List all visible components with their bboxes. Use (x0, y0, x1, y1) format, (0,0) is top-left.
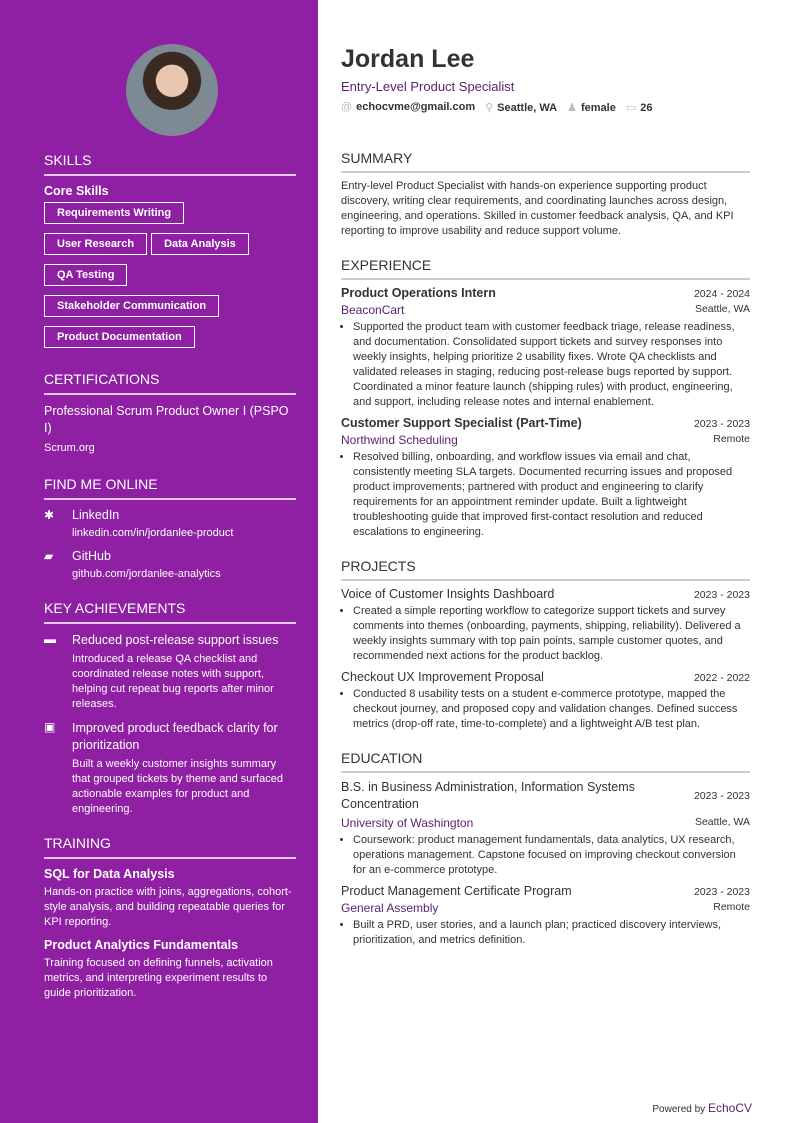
user-icon: ♟ (567, 102, 577, 114)
training-heading: TRAINING (44, 835, 296, 859)
skill-tag: Data Analysis (151, 233, 249, 255)
brand-link[interactable]: EchoCV (707, 1101, 752, 1115)
project-title: Checkout UX Improvement Proposal (341, 670, 544, 684)
job-location: Seattle, WA (694, 303, 750, 315)
at-icon: @ (341, 101, 353, 113)
sidebar (0, 0, 318, 1123)
training-title: SQL for Data Analysis (44, 867, 175, 881)
skill-tag: QA Testing (44, 264, 127, 286)
skill-tag: Requirements Writing (44, 202, 184, 224)
project-dates: 2023 - 2023 (693, 589, 750, 601)
edu-description: • Coursework: product management fundamentals, data analytics, UX research, operations management. Capstone focused on improving checkout conversion for an e-commerce prototype. (353, 833, 750, 878)
comment-icon: ▬ (44, 632, 56, 646)
skills-heading: SKILLS (44, 152, 296, 176)
edu-location: Seattle, WA (694, 816, 750, 828)
project-description: • Conducted 8 usability tests on a student e-commerce prototype, mapped the checkout journey, and proposed copy and validation changes. Defined success metrics (drop-off rate, time-to-complete) and a lightweight A/B test plan. (353, 687, 750, 732)
link-label: LinkedIn (72, 508, 120, 522)
experience-item (341, 416, 750, 540)
powered-by (652, 1101, 752, 1115)
github-link[interactable]: github.com/jordanlee-analytics (72, 568, 221, 580)
link-label: GitHub (72, 549, 111, 563)
projects-heading: PROJECTS (341, 558, 750, 581)
job-dates: 2024 - 2024 (693, 288, 750, 300)
experience-heading: EXPERIENCE (341, 257, 750, 280)
cert-name: Professional Scrum Product Owner I (PSPO I) (44, 404, 289, 435)
school: General Assembly (341, 901, 439, 915)
job-location: Remote (713, 433, 750, 445)
gender: female (580, 102, 616, 114)
degree-title: Product Management Certificate Program (341, 884, 572, 898)
experience-item (341, 286, 750, 410)
achievement-desc: Introduced a release QA checklist and coordinated release notes with support, helping cut repeat bug reports after minor releases. (72, 653, 274, 710)
email: echocvme@gmail.com (356, 101, 476, 113)
training-title: Product Analytics Fundamentals (44, 938, 239, 952)
cert-issuer: Scrum.org (44, 442, 95, 454)
job-description: • Resolved billing, onboarding, and workflow issues via email and chat, consistently meeting SLA targets. Documented recurring issues and proposed product improvements; partnered with product and engineering to clarify requirements for an appointment reminder update. Built a lightweight troubleshooting guide that improved first-contact resolution and reduced escalations to engineering. (353, 450, 750, 540)
core-skills-label: Core Skills (44, 184, 109, 198)
project-dates: 2022 - 2022 (693, 672, 750, 684)
company: BeaconCart (341, 303, 405, 317)
location-icon: ⚲ (485, 102, 494, 114)
company: Northwind Scheduling (341, 433, 458, 447)
job-dates: 2023 - 2023 (693, 418, 750, 430)
achievement-title: Improved product feedback clarity for prioritization (72, 721, 278, 752)
main-content (341, 0, 750, 948)
skill-tag: Product Documentation (44, 326, 195, 348)
achievements-heading: KEY ACHIEVEMENTS (44, 600, 296, 624)
degree-title: B.S. in Business Administration, Information Systems Concentration (341, 780, 635, 811)
project-description: • Created a simple reporting workflow to categorize support tickets and survey comments into themes (onboarding, payments, shipping, reliability). Delivered a weekly insights summary with top pain points, sample customer quotes, and recommended next actions for the product backlog. (353, 604, 750, 664)
candidate-name: Jordan Lee (341, 45, 475, 73)
job-title: Product Operations Intern (341, 286, 496, 300)
summary-heading: SUMMARY (341, 150, 750, 173)
skill-tag: User Research (44, 233, 147, 255)
linkedin-link[interactable]: linkedin.com/in/jordanlee-product (72, 527, 234, 539)
calendar-icon: ▭ (625, 102, 637, 114)
job-description: • Supported the product team with customer feedback triage, release readiness, and documentation. Consolidated support tickets and survey responses into weekly insights, helping prioritize 2 usability fixes. Wrote QA checklists and validated releases in staging, reducing post-release bugs reported by support. Coordinated a minor feature launch (shipping rules) with product, engineering, and support, including release notes and internal enablement. (353, 320, 750, 410)
candidate-role: Entry-Level Product Specialist (341, 79, 515, 94)
school: University of Washington (341, 816, 474, 830)
project-title: Voice of Customer Insights Dashboard (341, 587, 555, 601)
edu-location: Remote (713, 901, 750, 913)
training-desc: Training focused on defining funnels, activation metrics, and interpreting experiment results to guide prioritization. (44, 957, 273, 999)
training-desc: Hands-on practice with joins, aggregations, cohort-style analysis, and building repeatable queries for KPI reporting. (44, 886, 292, 928)
education-heading: EDUCATION (341, 750, 750, 773)
contact-row (341, 101, 750, 114)
powered-by-label: Powered by (652, 1104, 706, 1115)
edu-dates: 2023 - 2023 (693, 886, 750, 898)
profile-photo (126, 44, 218, 136)
summary-text: Entry-level Product Specialist with hands-on experience supporting product discovery, writing clear requirements, and coordinating launches across design, engineering, and operations. Skilled in customer feedback analysis, QA, and KPI reporting to improve usability and reduce support volume. (341, 180, 734, 237)
file-plus-icon: ▰ (44, 549, 54, 563)
location: Seattle, WA (497, 102, 558, 114)
edu-dates: 2023 - 2023 (693, 790, 750, 802)
certifications-heading: CERTIFICATIONS (44, 371, 296, 395)
achievement-desc: Built a weekly customer insights summary that grouped tickets by theme and surfaced actionable examples for product and engineering. (72, 758, 283, 815)
skill-tag: Stakeholder Communication (44, 295, 219, 317)
age: 26 (640, 102, 653, 114)
edu-description: • Built a PRD, user stories, and a launch plan; practiced discovery interviews, prioritization, and metrics definition. (353, 918, 750, 948)
online-heading: FIND ME ONLINE (44, 476, 296, 500)
calendar-icon: ▣ (44, 720, 56, 734)
achievement-title: Reduced post-release support issues (72, 633, 279, 647)
bug-icon: ✱ (44, 508, 55, 522)
job-title: Customer Support Specialist (Part-Time) (341, 416, 582, 430)
